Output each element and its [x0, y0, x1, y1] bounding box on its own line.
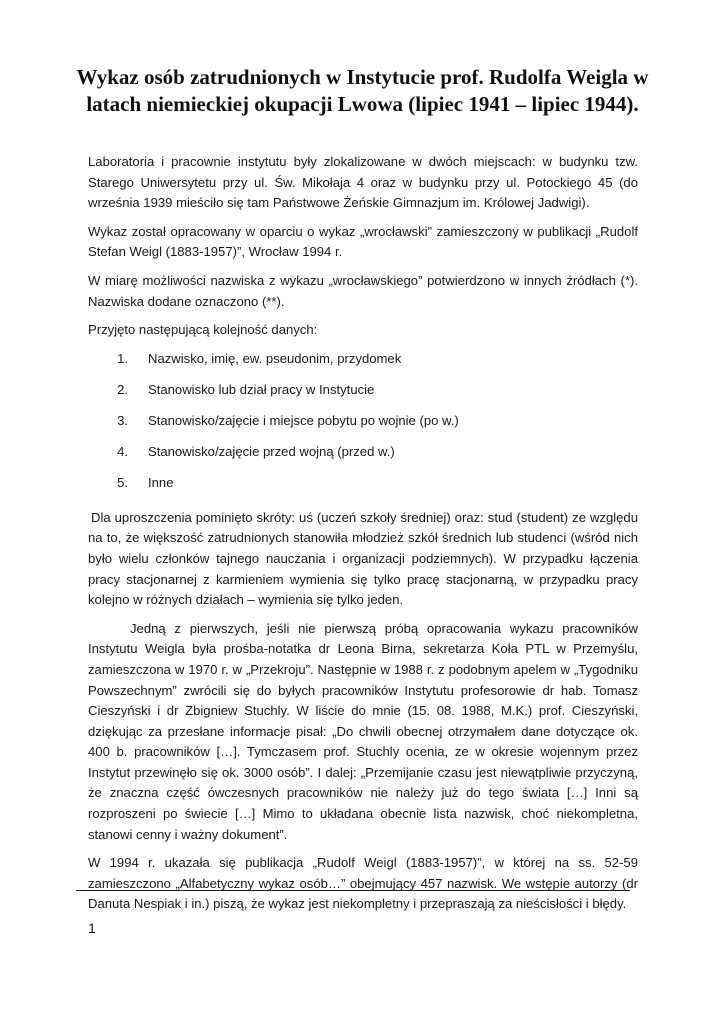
list-item-number: 2.: [117, 381, 128, 397]
footer-divider: [76, 890, 630, 891]
list-item-number: 3.: [117, 412, 128, 428]
list-item: [88, 442, 638, 473]
paragraph-verification: W miarę możliwości nazwiska z wykazu „wrocławskiego” potwierdzono w innych źródłach (*). Nazwiska dodane oznaczono (**).: [88, 272, 638, 309]
paragraph-locations: Laboratoria i pracownie instytutu były zlokalizowane w dwóch miejscach: w budynku tzw. Starego Uniwersytetu przy ul. Św. Mikołaja 4 oraz w budynku przy ul. Potockiego 45 (do września 1939 mieściło się tam Państwowe Żeńskie Gimnazjum im. Królowej Jadwigi).: [88, 154, 638, 211]
list-item-text: Stanowisko lub dział pracy w Instytucie: [148, 381, 375, 397]
list-item-text: Stanowisko/zajęcie i miejsce pobytu po wojnie (po w.): [148, 412, 459, 428]
paragraph-history: Jedną z pierwszych, jeśli nie pierwszą próbą opracowania wykazu pracowników Instytutu Weigla była prośba-notatka dr Leona Birna, sekretarza Koła PTL w Przemyślu, zamieszczona w 1970 r. w „Przekroju”. Następnie w 1988 r. z podobnym apelem w „Tygodniku Powszechnym” zwrócili się do byłych pracowników Instytutu profesorowie dr hab. Tomasz Cieszyński i dr Zbigniew Stuchly. W liście do mnie (15. 08. 1988, M.K.) prof. Cieszyński, dziękując za przesłane informacje pisał: „Do chwili obecnej otrzymałem dane dotyczące ok. 400 b. pracowników […]. Tymczasem prof. Stuchly ocenia, ze w okresie wojennym przez Instytut przewinęło się ok. 3000 osób”. I dalej: „Przemijanie czasu jest niewątpliwie przyczyną, że znaczna część ówczesnych pracowników nie należy już do tego świata […] Inni są rozproszeni po świecie […] Mimo to układana obecnie lista nazwisk, choć niekompletna, stanowi cenny i ważny dokument”.: [88, 620, 638, 842]
paragraph-1994-publication: W 1994 r. ukazała się publikacja „Rudolf Weigl (1883-1957)”, w której na ss. 52-59 zamieszczono „Alfabetyczny wykaz osób…” obejmujący 457 nazwisk. We wstępie autorzy (dr Danuta Nespiak i in.) piszą, że wykaz jest niekompletny i przepraszają za nieścisłości i błędy.: [88, 855, 638, 912]
list-item-text: Inne: [148, 474, 174, 490]
document-title: Wykaz osób zatrudnionych w Instytucie prof. Rudolfa Weigla w latach niemieckiej okupacji Lwowa (lipiec 1941 – lipiec 1944).: [76, 65, 649, 116]
paragraph-abbreviations: Dla uproszczenia pominięto skróty: uś (uczeń szkoły średniej) oraz: stud (student) ze względu na to, że większość zatrudnionych stanowiła młodzież szkół średnich lub studenci (wśród nich było wielu członków tajnego nauczania i organizacji podziemnych). W przypadku łączenia pracy stacjonarnej z karmieniem wymienia się tylko pracę stacjonarną, w przypadku pracy kolejno w różnych działach – wymienia się tylko jeden.: [88, 509, 638, 608]
list-item: [88, 349, 638, 380]
list-item-text: Nazwisko, imię, ew. pseudonim, przydomek: [148, 350, 402, 366]
list-item: [88, 380, 638, 411]
list-item-number: 1.: [117, 350, 128, 366]
data-order-list: [88, 349, 638, 504]
paragraph-source: Wykaz został opracowany w oparciu o wykaz „wrocławski” zamieszczony w publikacji „Rudolf Stefan Weigl (1883-1957)”, Wrocław 1994 r.: [88, 223, 638, 260]
paragraph-order-intro: Przyjęto następującą kolejność danych:: [88, 322, 318, 338]
list-item: [88, 473, 638, 504]
list-item-text: Stanowisko/zajęcie przed wojną (przed w.): [148, 443, 395, 459]
list-item-number: 5.: [117, 474, 128, 490]
list-item: [88, 411, 638, 442]
page-number: 1: [88, 920, 96, 936]
list-item-number: 4.: [117, 443, 128, 459]
document-body: [88, 152, 638, 923]
